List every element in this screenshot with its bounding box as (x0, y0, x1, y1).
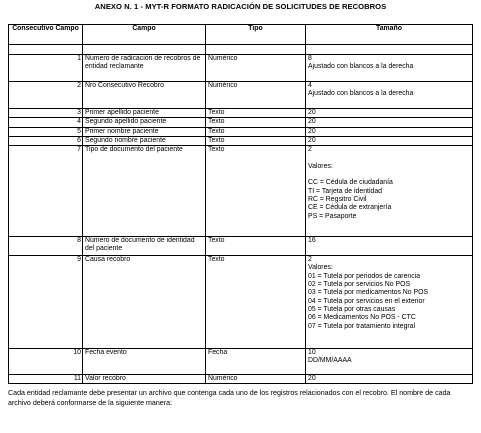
row-consecutivo: 1 (9, 55, 83, 82)
row-tipo: Numérico (206, 82, 306, 109)
tamano-line: 16 (308, 237, 316, 245)
row-campo: Primer apellido paciente (83, 109, 206, 118)
row-campo: Número de documento de identidad del paciente (83, 237, 206, 256)
row-campo: Segundo nombre paciente (83, 136, 206, 145)
row-campo: Segundo apellido paciente (83, 118, 206, 127)
row-tamano (306, 375, 473, 384)
row-tipo: Texto (206, 136, 306, 145)
tamano-line: 05 = Tutela por otras causas (308, 305, 396, 313)
row-tipo: Texto (206, 118, 306, 127)
table-row (9, 237, 473, 256)
table-row (9, 55, 473, 82)
tamano-line: 02 = Tutela por servicios No POS (308, 281, 411, 289)
row-tipo: Texto (206, 109, 306, 118)
tamano-line: RC = Regsitro Civil (308, 195, 367, 203)
row-tipo: Fecha (206, 349, 306, 375)
row-tamano (306, 118, 473, 127)
tamano-line: 04 = Tutela por servicios en el exterior (308, 297, 425, 305)
table-row (9, 82, 473, 109)
tamano-line: 4 (308, 82, 312, 89)
row-consecutivo: 3 (9, 109, 83, 118)
row-tipo: Numérico (206, 375, 306, 384)
tamano-line: PS = Pasaporte (308, 212, 357, 220)
table-row (9, 349, 473, 375)
fields-table (8, 24, 473, 384)
tamano-line (308, 154, 470, 162)
table-row (9, 127, 473, 136)
tamano-line: 07 = Tutela por tratamiento integral (308, 322, 416, 330)
footer-note: Cada entidad reclamante debe presentar un archivo que contenga cada uno de los registros relacionados con el recobro. El nombre de cada archivo deberá conformarse de la siguiente manera: (8, 389, 451, 407)
tamano-line: Ajustado con blancos a la derecha (308, 90, 414, 98)
row-tipo: Texto (206, 237, 306, 256)
header-tamano: Tamaño (306, 25, 473, 45)
row-tipo: Texto (206, 146, 306, 237)
tamano-line: 03 = Tutela por medicamentos No POS (308, 289, 429, 297)
row-tamano (306, 136, 473, 145)
row-consecutivo: 2 (9, 82, 83, 109)
row-consecutivo: 4 (9, 118, 83, 127)
tamano-line: DD/MM/AAAA (308, 357, 352, 365)
row-tamano (306, 127, 473, 136)
header-campo: Campo (83, 25, 206, 45)
tamano-line: 20 (308, 109, 316, 116)
tamano-line: Valores: (308, 264, 333, 272)
tamano-line: 20 (308, 118, 316, 126)
row-tamano (306, 109, 473, 118)
row-campo: Nro Consecutivo Recobro (83, 82, 206, 109)
tamano-line: Ajustado con blancos a la derecha (308, 63, 414, 71)
tamano-line: 01 = Tutela por periodos de carencia (308, 272, 421, 280)
row-consecutivo: 5 (9, 127, 83, 136)
document-title: ANEXO N. 1 - MYT-R FORMATO RADICACIÓN DE SOLICITUDES DE RECOBROS (94, 2, 387, 11)
row-campo: Tipo de documento del paciente (83, 146, 206, 237)
spacer-row (9, 45, 473, 55)
tamano-line: CE = Cédula de extranjería (308, 204, 392, 212)
table-row (9, 109, 473, 118)
row-tipo: Texto (206, 127, 306, 136)
row-tamano (306, 55, 473, 82)
row-consecutivo: 8 (9, 237, 83, 256)
row-consecutivo: 7 (9, 146, 83, 237)
tamano-line: TI = Tarjeta de identidad (308, 187, 382, 195)
tamano-line: 20 (308, 136, 316, 144)
row-tamano (306, 256, 473, 349)
tamano-line: 10 (308, 349, 316, 357)
tamano-line: 20 (308, 127, 316, 135)
row-tamano (306, 237, 473, 256)
table-row (9, 136, 473, 145)
tamano-line (308, 171, 470, 179)
row-consecutivo: 6 (9, 136, 83, 145)
row-tamano (306, 146, 473, 237)
row-consecutivo: 11 (9, 375, 83, 384)
row-tamano (306, 82, 473, 109)
tamano-line: 06 = Medicamentos No POS - CTC (308, 314, 416, 322)
row-tipo: Numérico (206, 55, 306, 82)
table-row (9, 256, 473, 349)
header-consecutivo: Consecutivo Campo (9, 25, 83, 45)
row-consecutivo: 10 (9, 349, 83, 375)
row-campo: Causa recobro (83, 256, 206, 349)
row-tipo: Texto (206, 256, 306, 349)
tamano-line: Valores: (308, 162, 333, 170)
row-campo: Valor recobro (83, 375, 206, 384)
row-campo: Primer nombre paciente (83, 127, 206, 136)
row-consecutivo: 9 (9, 256, 83, 349)
table-row (9, 375, 473, 384)
row-tamano (306, 349, 473, 375)
row-campo: Numero de radicación de recobros de entidad reclamante (83, 55, 206, 82)
table-row (9, 146, 473, 237)
tamano-line: 8 (308, 55, 312, 62)
row-campo: Fecha evento (83, 349, 206, 375)
table-row (9, 118, 473, 127)
tamano-line: CC = Cédula de ciudadanía (308, 179, 393, 187)
tamano-line: 2 (308, 146, 312, 154)
tamano-line: 2 (308, 256, 312, 264)
tamano-line: 20 (308, 375, 316, 383)
header-tipo: Tipo (206, 25, 306, 45)
table-body (9, 55, 473, 384)
